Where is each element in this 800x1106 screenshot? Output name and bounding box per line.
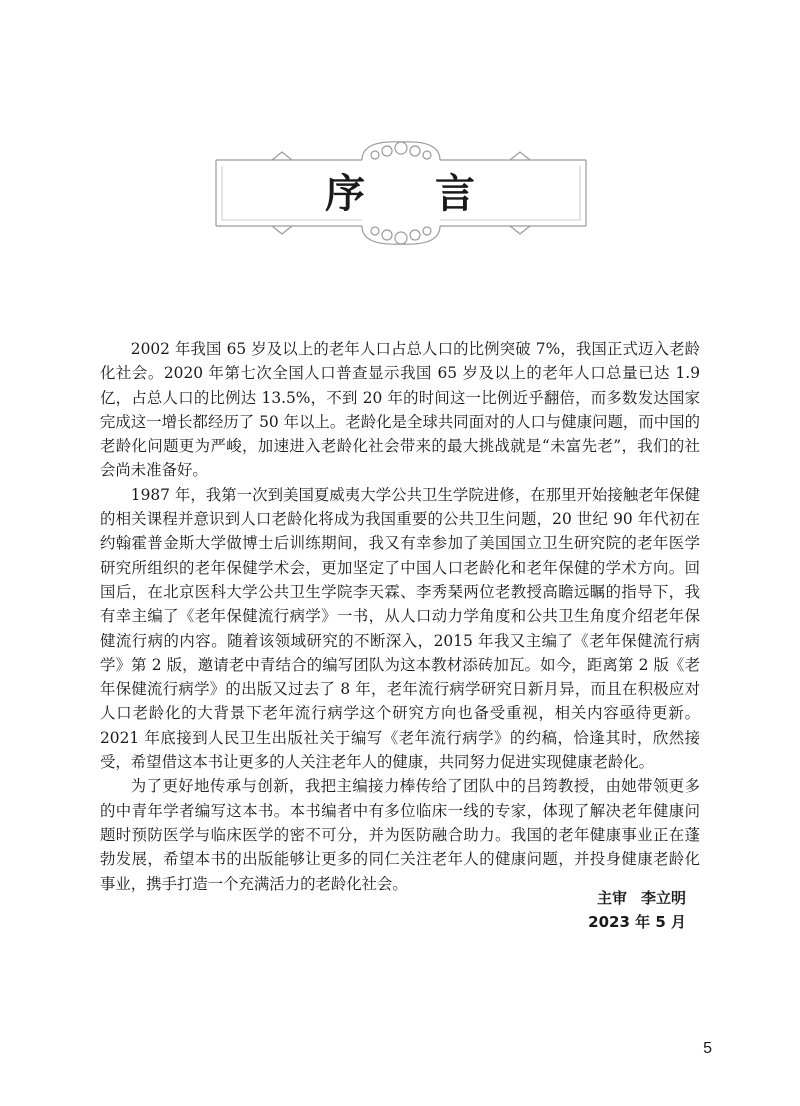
signature-line	[588, 886, 686, 910]
page-number: 5	[703, 1040, 712, 1057]
preface-body	[100, 337, 700, 896]
paragraph-1: 2002 年我国 65 岁及以上的老年人口占总人口的比例突破 7%，我国正式迈入老龄化社会。2020 年第七次全国人口普查显示我国 65 岁及以上的老年人口总量已达 1.9 亿，占总人口的比例达 13.5%，不到 20 年的时间这一比例近乎翻倍，而多数发达国家完成这一增长都经历了 50 年以上。老龄化是全球共同面对的人口与健康问题，而中国的老龄化问题更为严峻，加速进入老龄化社会带来的最大挑战就是“未富先老”，我们的社会尚未准备好。	[100, 340, 700, 480]
paragraph-2: 1987 年，我第一次到美国夏威夷大学公共卫生学院进修，在那里开始接触老年保健的相关课程并意识到人口老龄化将成为我国重要的公共卫生问题，20 世纪 90 年代初在约翰霍普金斯大学做博士后训练期间，我又有幸参加了美国国立卫生研究院的老年医学研究所组织的老年保健学术会，更加坚定了中国人口老龄化和老年保健的学术方向。回国后，在北京医科大学公共卫生学院李天霖、李秀琹两位老教授高瞻远瞩的指导下，我有幸主编了《老年保健流行病学》一书，从人口动力学角度和公共卫生角度介绍老年保健流行病的内容。随着该领域研究的不断深入，2015 年我又主编了《老年保健流行病学》第 2 版，邀请老中青结合的编写团队为这本教材添砖加瓦。如今，距离第 2 版《老年保健流行病学》的出版又过去了 8 年，老年流行病学研究日新月异，而且在积极应对人口老龄化的大背景下老年流行病学这个研究方向也备受重视，相关内容亟待更新。2021 年底接到人民卫生出版社关于编写《老年流行病学》的约稿，恰逢其时，欣然接受，希望借这本书让更多的人关注老年人的健康，共同努力促进实现健康老龄化。	[100, 485, 700, 772]
title-char-1: 序	[325, 169, 367, 217]
signature-block	[588, 886, 686, 934]
page-title	[212, 160, 590, 220]
signature-role: 主审	[596, 889, 627, 907]
signature-name: 李立明	[640, 889, 686, 907]
title-char-2: 言	[435, 169, 477, 217]
signature-date: 2023 年 5 月	[588, 913, 686, 931]
paragraph-3: 为了更好地传承与创新，我把主编接力棒传给了团队中的吕筠教授，由她带领更多的中青年学者编写这本书。本书编者中有多位临床一线的专家，体现了解决老年健康问题时预防医学与临床医学的密不可分，并为医防融合助力。我国的老年健康事业正在蓬勃发展，希望本书的出版能够让更多的同仁关注老年人的健康问题，并投身健康老龄化事业，携手打造一个充满活力的老龄化社会。	[100, 777, 700, 893]
